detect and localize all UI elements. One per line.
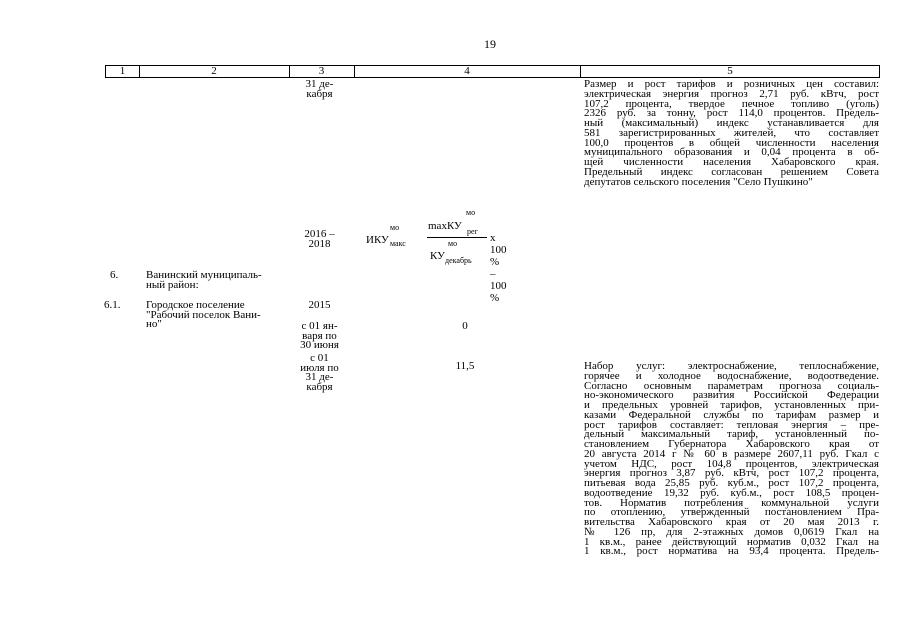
period-cell — [297, 354, 342, 392]
text-line: вительства Хабаровского края от 20 мая 2013 г. — [584, 516, 879, 528]
table-header-row — [105, 65, 880, 78]
text-line: рост тарифов составляет: тепловая энергия – пре- — [584, 418, 879, 431]
text-line: учетом НДС, рост 104,8 процентов, электрическая — [584, 457, 879, 470]
period-line: 30 июня — [300, 339, 339, 352]
formula-period-cell — [297, 230, 342, 249]
subsection-name — [146, 301, 286, 330]
text-line: Размер и рост тарифов и розничных цен составил: — [584, 78, 879, 90]
formula-denominator: КУ — [430, 250, 445, 262]
formula-lhs-sub: макс — [390, 239, 406, 248]
period-line: с 01 ян- — [301, 320, 338, 332]
period-cell — [297, 80, 342, 99]
text-line: дельный максимальный тариф, установленный по- — [584, 428, 879, 441]
text-line: 20 августа 2014 г № 60 в размере 2607,11 руб. Гкал с — [584, 447, 879, 460]
name-line: "Рабочий поселок Вани- — [146, 308, 261, 321]
text-line: депутатов сельского поселения "Село Пушкино" — [584, 175, 813, 188]
name-line: Городское поселение — [146, 299, 245, 311]
period-line: 2016 – — [304, 228, 335, 240]
text-line: № 126 пр, для 2-этажных домов 0,0619 Гкал на — [584, 525, 879, 538]
formula-numerator: maxКУ — [428, 220, 462, 232]
index-value: 0 — [462, 320, 468, 332]
text-line: 2326 руб. за тонну, рост 114,0 процентов. Предель- — [584, 107, 879, 120]
text-line: становлением Губернатора Хабаровского края от — [584, 438, 879, 450]
formula-den-sub: декабрь — [445, 256, 472, 265]
year-cell: 2015 — [308, 299, 331, 311]
text-line: Набор услуг: электроснабжение, теплоснабжение, — [584, 360, 879, 372]
period-line: 2018 — [308, 237, 331, 250]
text-line: по отоплению, утвержденный постановлением Пра- — [584, 506, 879, 519]
period-line: кабря — [306, 87, 333, 100]
text-line: 581 зарегистрированных жителей, что составляет — [584, 126, 879, 139]
text-line: энергия прогноз 3,87 руб. кВтч, рост 107,2 процента, — [584, 467, 879, 480]
description-cell — [584, 80, 879, 187]
text-line: казами Федеральной службы по тарифам размер и — [584, 408, 879, 421]
services-description-cell — [584, 362, 879, 557]
text-line: питьевая вода 25,85 руб. куб.м., рост 107,2 процента, — [584, 477, 879, 489]
period-cell — [297, 322, 342, 351]
formula-lhs: ИКУ — [366, 234, 389, 246]
text-line: горячее и холодное водоснабжение, водоотведение. — [584, 369, 879, 382]
period-line: с 01 — [310, 352, 329, 364]
period-line: варя по — [302, 329, 337, 342]
text-line: Согласно основным параметрам прогноза социаль- — [584, 379, 879, 392]
formula-num-sub: рег — [467, 227, 478, 236]
text-line: 107,2 процента, твердое печное топливо (уголь) — [584, 97, 879, 110]
text-line: электрическая энергия прогноз 2,71 руб. кВтч, рост — [584, 87, 879, 100]
text-line: 100,0 процентов в общей численности населения — [584, 136, 879, 149]
header-col-4: 4 — [464, 65, 470, 77]
section-number: 6. — [110, 269, 119, 281]
formula-num-sup: мо — [466, 208, 476, 217]
text-line: 1 кв.м., рост норматива на 93,4 процента. Предель- — [584, 545, 879, 558]
period-line: кабря — [306, 380, 333, 393]
period-line: 31 де- — [305, 78, 334, 90]
formula-tail: x 100 % – 100 % — [490, 232, 507, 304]
header-col-3: 3 — [318, 65, 325, 77]
period-line: июля по — [300, 361, 339, 374]
header-col-5: 5 — [727, 65, 733, 77]
text-line: Предельный индекс согласован решением Совета — [584, 165, 879, 178]
section-name — [146, 271, 286, 290]
fraction-bar — [427, 237, 487, 238]
formula-lhs-sup: мо — [390, 223, 400, 232]
name-line: Ванинский муниципаль- — [146, 269, 262, 281]
period-line: 31 де- — [305, 371, 334, 384]
index-value: 11,5 — [455, 360, 475, 372]
name-line: но" — [146, 318, 162, 331]
header-col-1: 1 — [119, 65, 126, 77]
text-line: ный (максимальный) индекс устанавливается для — [584, 117, 879, 129]
text-line: муниципального образования и 0,04 процента в об- — [584, 146, 879, 159]
text-line: щей численности населения Хабаровского края. — [584, 156, 879, 168]
name-line: ный район: — [146, 278, 199, 291]
page-number: 19 — [484, 37, 496, 51]
text-line: но-экономического развития Российской Федерации — [584, 389, 879, 402]
text-line: 1 кв.м., ранее действующий норматив 0,032 Гкал на — [584, 535, 879, 548]
text-line: и предельных уровней тарифов, установленных при- — [584, 399, 879, 411]
subsection-number: 6.1. — [104, 299, 121, 311]
text-line: водоотведение 19,32 руб. куб.м., рост 108,5 процен- — [584, 486, 879, 499]
header-col-2: 2 — [211, 65, 217, 77]
formula-den-sup: мо — [448, 239, 458, 248]
text-line: тов. Норматив потребления коммунальной услуги — [584, 496, 879, 509]
